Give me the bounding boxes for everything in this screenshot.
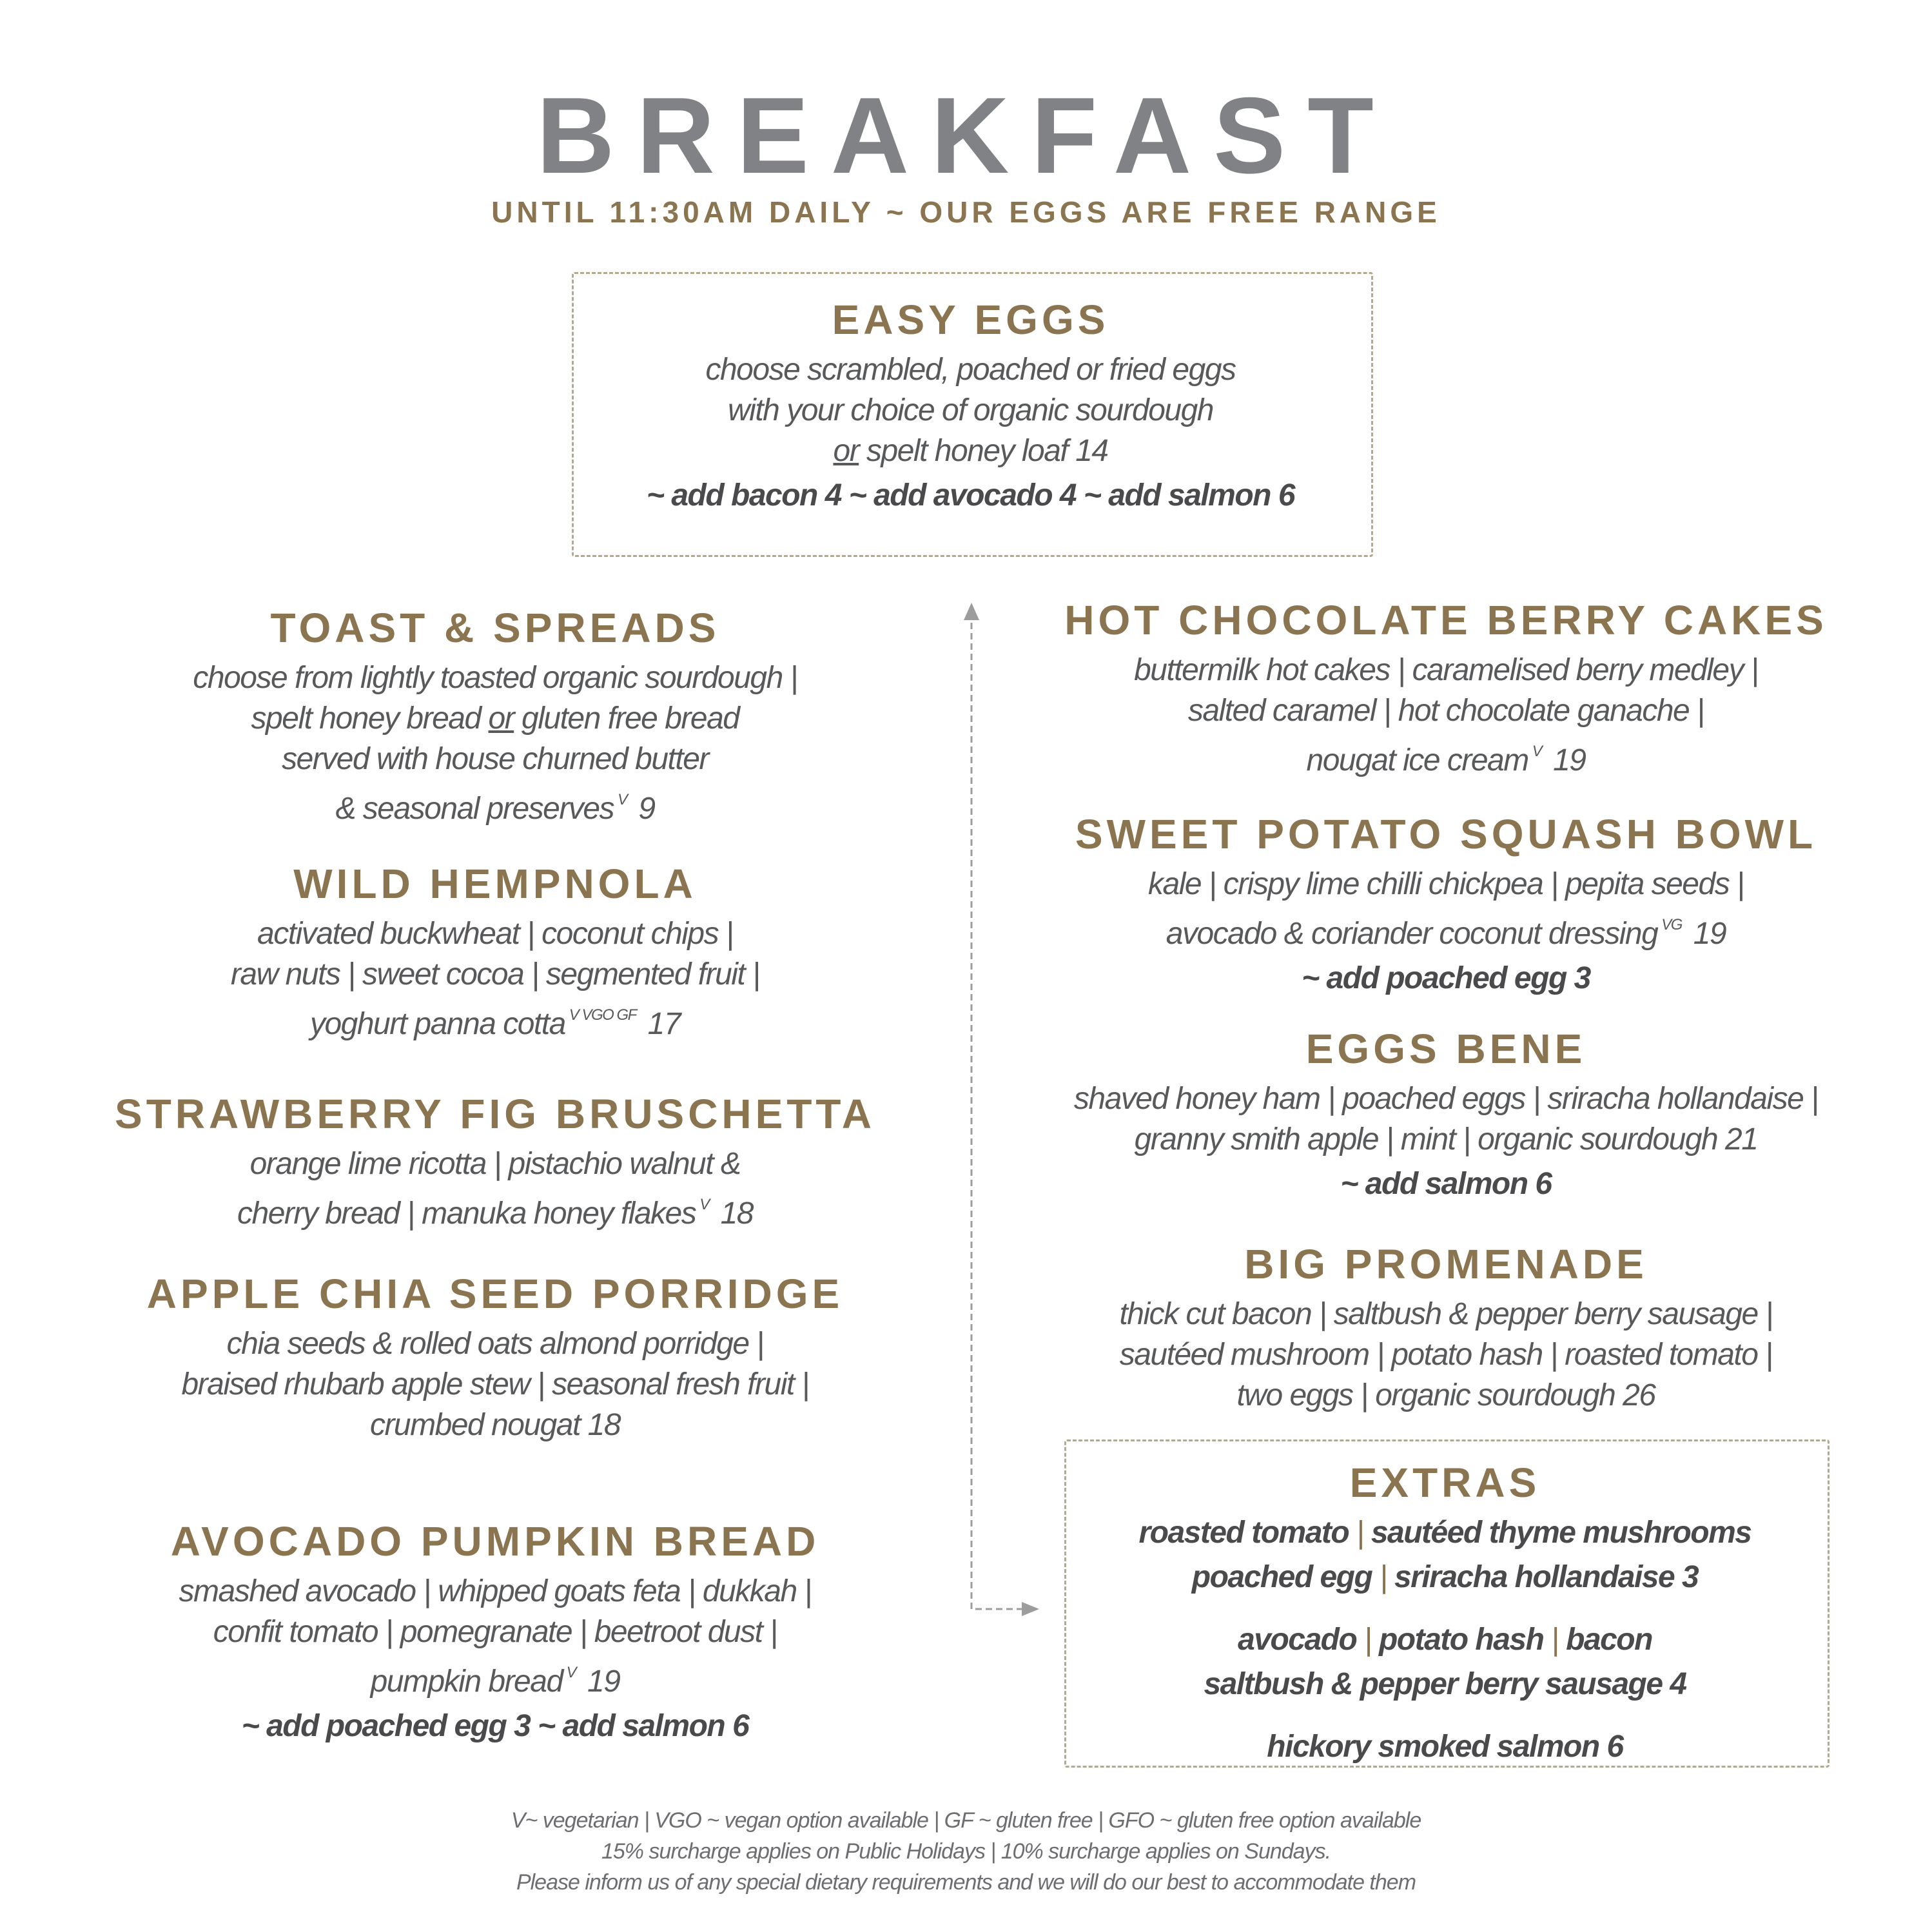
text-segment: braised rhubarb apple stew | seasonal fresh fruit | — [181, 1367, 809, 1401]
text-segment: or — [833, 434, 859, 468]
description-line — [108, 779, 882, 829]
text-segment: 19 — [580, 1664, 620, 1699]
footer — [0, 1805, 1932, 1898]
menu-subtitle: UNTIL 11:30AM DAILY ~ OUR EGGS ARE FREE RANGE — [491, 195, 1441, 229]
menu-section-sweet-potato-squash-bowl — [1059, 810, 1833, 999]
text-segment: crumbed nougat 18 — [369, 1408, 621, 1442]
add-on-line — [1064, 1619, 1826, 1660]
text-segment: 9 — [630, 792, 655, 826]
text-segment: served with house churned butter — [282, 742, 708, 776]
text-segment: cherry bread | manuka honey flakes — [237, 1196, 696, 1231]
menu-section-easy-eggs — [572, 295, 1369, 516]
description-line — [1059, 690, 1833, 731]
add-on-line — [108, 1706, 882, 1746]
spacer — [1064, 1704, 1826, 1722]
text-segment: yoghurt panna cotta — [309, 1007, 565, 1041]
text-segment: & seasonal preserves — [335, 792, 614, 826]
description-line — [572, 349, 1369, 390]
text-segment: 19 — [1685, 917, 1726, 951]
text-segment: confit tomato | pomegranate | beetroot dust | — [213, 1615, 777, 1649]
dietary-legend: V~ vegetarian | VGO ~ vegan option available | GF ~ gluten free | GFO ~ gluten free option available — [511, 1808, 1421, 1833]
section-heading: EXTRAS — [1349, 1459, 1541, 1506]
separator: | — [1551, 1623, 1559, 1657]
text-segment: granny smith apple | mint | organic sourdough 21 — [1134, 1122, 1758, 1156]
menu-section-wild-hempnola — [108, 859, 882, 1044]
add-on-line — [572, 475, 1369, 516]
text-segment: two eggs | organic sourdough 26 — [1236, 1378, 1655, 1412]
section-heading: EASY EGGS — [832, 297, 1109, 343]
description-line — [108, 1144, 882, 1184]
dietary-tag: V VGO GF — [569, 1006, 636, 1024]
description-line — [572, 390, 1369, 431]
text-segment: sautéed mushroom | potato hash | roasted tomato | — [1119, 1338, 1773, 1372]
text-segment: 17 — [639, 1007, 681, 1041]
description-line — [1059, 1294, 1833, 1334]
spacer — [1064, 1597, 1826, 1615]
description-line — [108, 698, 882, 739]
text-segment: salted caramel | hot chocolate ganache | — [1187, 694, 1704, 728]
separator: | — [1364, 1623, 1372, 1657]
surcharge-note: 15% surcharge applies on Public Holidays | 10% surcharge applies on Sundays. — [601, 1839, 1331, 1864]
description-line — [108, 1571, 882, 1612]
menu-title: BREAKFAST — [536, 75, 1396, 196]
text-segment: choose scrambled, poached or fried eggs — [705, 353, 1236, 387]
text-segment: pumpkin bread — [370, 1664, 563, 1699]
section-heading: APPLE CHIA SEED PORRIDGE — [146, 1271, 844, 1317]
description-line — [1059, 1334, 1833, 1375]
section-heading: TOAST & SPREADS — [270, 605, 720, 651]
menu-section-apple-chia-seed-porridge — [108, 1269, 882, 1445]
menu-section-hot-chocolate-berry-cakes — [1059, 596, 1833, 781]
description-line — [108, 995, 882, 1044]
text-segment: potato hash — [1371, 1623, 1552, 1657]
text-segment: sriracha hollandaise 3 — [1387, 1560, 1699, 1594]
dietary-tag: V — [566, 1664, 576, 1681]
text-segment: gluten free bread — [514, 701, 739, 736]
text-segment: ~ add poached egg 3 — [1302, 961, 1590, 995]
description-line — [1059, 1375, 1833, 1416]
add-on-line — [1064, 1726, 1826, 1767]
description-line — [1059, 1119, 1833, 1160]
text-segment: thick cut bacon | saltbush & pepper berry sausage | — [1119, 1297, 1773, 1331]
text-segment: orange lime ricotta | pistachio walnut & — [249, 1147, 741, 1181]
text-segment: ~ add bacon 4 ~ add avocado 4 ~ add salmon 6 — [646, 478, 1295, 512]
description-line — [108, 1612, 882, 1652]
add-on-line — [1064, 1557, 1826, 1597]
dietary-tag: VG — [1661, 916, 1682, 933]
text-segment: sautéed thyme mushrooms — [1363, 1516, 1751, 1550]
text-segment: shaved honey ham | poached eggs | sriracha hollandaise | — [1073, 1082, 1819, 1116]
description-line — [1059, 864, 1833, 904]
text-segment: hickory smoked salmon 6 — [1267, 1730, 1623, 1764]
dietary-tag: V — [1532, 743, 1542, 760]
add-on-line — [1064, 1664, 1826, 1704]
separator: | — [1356, 1516, 1363, 1550]
menu-section-big-promenade — [1059, 1240, 1833, 1416]
text-segment: poached egg — [1191, 1560, 1380, 1594]
section-heading: BIG PROMENADE — [1244, 1241, 1648, 1287]
text-segment: avocado & coriander coconut dressing — [1166, 917, 1658, 951]
description-line — [1059, 650, 1833, 690]
section-heading: STRAWBERRY FIG BRUSCHETTA — [115, 1091, 875, 1137]
menu-section-eggs-bene — [1059, 1024, 1833, 1204]
dietary-tag: V — [699, 1196, 709, 1213]
description-line — [108, 1405, 882, 1445]
description-line — [108, 1323, 882, 1364]
add-on-line — [1059, 958, 1833, 999]
text-segment: kale | crispy lime chilli chickpea | pepita seeds | — [1148, 867, 1744, 901]
description-line — [108, 739, 882, 779]
text-segment: raw nuts | sweet cocoa | segmented fruit | — [230, 957, 760, 991]
text-segment: saltbush & pepper berry sausage 4 — [1204, 1667, 1686, 1701]
section-heading: AVOCADO PUMPKIN BREAD — [170, 1518, 820, 1565]
description-line — [108, 1652, 882, 1702]
description-line — [572, 431, 1369, 471]
description-line — [108, 1364, 882, 1405]
text-segment: smashed avocado | whipped goats feta | dukkah | — [179, 1574, 812, 1608]
description-line — [108, 1184, 882, 1234]
text-segment: bacon — [1558, 1623, 1652, 1657]
add-on-line — [1059, 1164, 1833, 1204]
description-line — [108, 658, 882, 698]
section-heading: EGGS BENE — [1305, 1026, 1586, 1072]
text-segment: ~ add salmon 6 — [1340, 1167, 1552, 1201]
dietary-note: Please inform us of any special dietary requirements and we will do our best to accommodate them — [516, 1870, 1416, 1895]
text-segment: chia seeds & rolled oats almond porridge | — [226, 1327, 764, 1361]
text-segment: ~ add poached egg 3 ~ add salmon 6 — [241, 1709, 749, 1743]
text-segment: choose from lightly toasted organic sourdough | — [193, 661, 797, 695]
menu-section-strawberry-fig-bruschetta — [108, 1089, 882, 1234]
description-line — [1059, 904, 1833, 954]
separator: | — [1380, 1560, 1387, 1594]
description-line — [108, 913, 882, 954]
menu-section-avocado-pumpkin-bread — [108, 1517, 882, 1746]
text-segment: avocado — [1238, 1623, 1365, 1657]
text-segment: with your choice of organic sourdough — [728, 393, 1213, 427]
text-segment: spelt honey loaf 14 — [859, 434, 1108, 468]
menu-section-extras — [1064, 1458, 1826, 1767]
text-segment: or — [488, 701, 514, 736]
text-segment: activated buckwheat | coconut chips | — [257, 917, 733, 951]
add-on-line — [1064, 1512, 1826, 1553]
section-heading: WILD HEMPNOLA — [293, 861, 697, 907]
section-heading: HOT CHOCOLATE BERRY CAKES — [1064, 597, 1828, 643]
text-segment: 18 — [712, 1196, 753, 1231]
text-segment: nougat ice cream — [1306, 743, 1528, 777]
text-segment: roasted tomato — [1138, 1516, 1357, 1550]
description-line — [1059, 731, 1833, 781]
text-segment: spelt honey bread — [251, 701, 489, 736]
dietary-tag: V — [618, 791, 627, 808]
description-line — [108, 954, 882, 995]
section-heading: SWEET POTATO SQUASH BOWL — [1075, 811, 1817, 857]
text-segment: 19 — [1545, 743, 1586, 777]
menu-section-toast-spreads — [108, 603, 882, 829]
description-line — [1059, 1078, 1833, 1119]
text-segment: buttermilk hot cakes | caramelised berry medley | — [1134, 653, 1758, 687]
